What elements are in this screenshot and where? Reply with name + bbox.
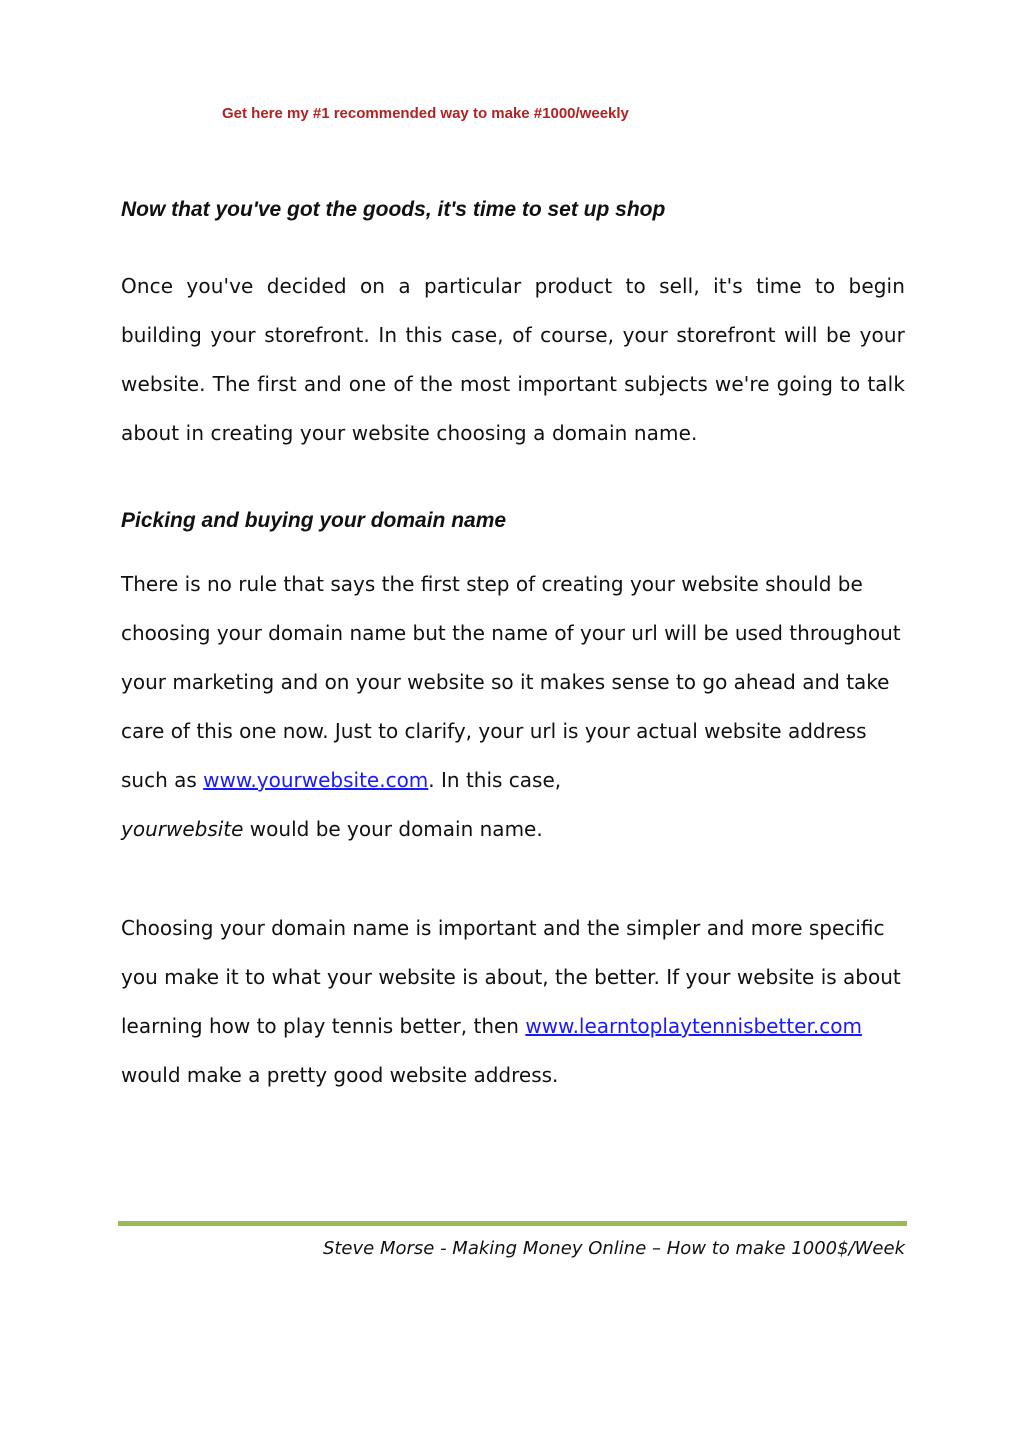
domain-paragraph-1-text: There is no rule that says the first step of creating your website should be choosing your domain name but the name of your url will be used throughout your marketing and on your website so it makes sense to go ahead and take care of this one now. Just to clarify, your url is your actual website address such as [121, 572, 901, 792]
domain-paragraph-2-end: would make a pretty good website address. [121, 1063, 559, 1087]
footer-text: Steve Morse - Making Money Online – How to make 1000$/Week [322, 1238, 905, 1259]
domain-paragraph-2 [121, 904, 905, 1100]
domain-paragraph-1-end: would be your domain name. [243, 817, 543, 841]
domain-paragraph-1-text-after-link: . In this case, [428, 768, 562, 792]
intro-paragraph: Once you've decided on a particular product to sell, it's time to begin building your storefront. In this case, of course, your storefront will be your website. The first and one of the most important subjects we're going to talk about in creating your website choosing a domain name. [121, 274, 905, 445]
domain-paragraph-1 [121, 560, 905, 854]
domain-name-example: yourwebsite [121, 817, 244, 841]
learntoplaytennisbetter-link[interactable]: www.learntoplaytennisbetter.com [525, 1014, 862, 1038]
section-heading-domain-name: Picking and buying your domain name [121, 509, 507, 532]
section-heading-set-up-shop: Now that you've got the goods, it's time to set up shop [121, 198, 666, 221]
domain-paragraph-2-text: Choosing your domain name is important and the simpler and more specific you make it to what your website is about, the better. If your website is about learning how to play tennis better, then [121, 916, 901, 1038]
footer-divider [118, 1221, 907, 1226]
promo-link[interactable]: Get here my #1 recommended way to make #1000/weekly [222, 105, 629, 122]
yourwebsite-link[interactable]: www.yourwebsite.com [203, 768, 429, 792]
